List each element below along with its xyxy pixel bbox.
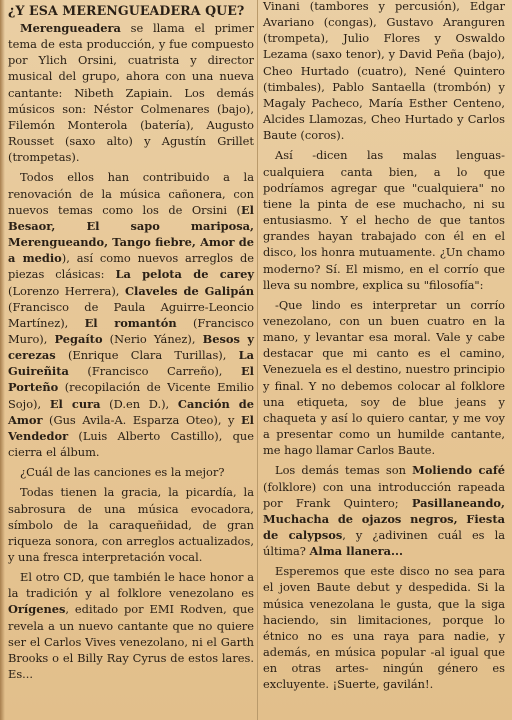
body-text: (Francisco Carreño), <box>68 364 241 379</box>
body-text: se llama el primer tema de esta producción, y fue compuesto por Ylich Orsini, cuatrista y director musical del grupo, ahora con una nueva cantante: Nibeth Zapiain. Los demás músicos son: Néstor Colmenares (bajo), Filemón Monterola (batería), Augusto Rousset (saxo alto) y Agustín Grillet (trompetas). <box>8 21 254 165</box>
body-text: (Lorenzo Herrera), <box>8 283 125 298</box>
left-column <box>8 2 254 686</box>
paragraph: ¿Cuál de las canciones es la mejor? <box>20 465 225 480</box>
paragraph: Así -dicen las malas lenguas- cualquiera canta bien, a lo que podríamos agregar que "cualquiera" no tiene la pinta de ese muchacho, ni su entusiasmo. Y el hecho de que tantos grandes hayan trabajado con él en el disco, los honra mutuamente. ¿Un chamo moderno? Sí. El mismo, en el corrío que lleva su nombre, explica su "filosofía": <box>263 148 505 292</box>
paragraph <box>263 462 505 559</box>
bold-title-text: La pelota de carey <box>115 267 254 282</box>
body-text: (Francisco Muro), <box>8 315 254 346</box>
bold-title-text: El Besaor, El sapo mariposa, Merengueando, Tango fiebre, Amor de a medio <box>8 202 254 266</box>
paragraph: -Que lindo es interpretar un corrío venezolano, con un buen cuatro en la mano, y levantar esa moral. Vale y cabe destacar que mi canto es el camino, Venezuela es el destino, nuestro principio y final. Y no debemos colocar al folklore una etiqueta, soy de blue jeans y chaqueta y así lo quiero cantar, y me voy a presentar como un humilde cantante, me hago llamar Carlos Baute. <box>263 297 505 458</box>
bold-title-text: El cura <box>49 396 101 411</box>
body-text: (folklore) con una introducción rapeada por Frank Quintero; <box>263 479 505 510</box>
body-text: ), así como nuevos arreglos de piezas clásicas: <box>8 251 254 282</box>
bold-title-text: Canción de Amor <box>8 396 254 427</box>
bold-title-text: Alma llanera... <box>309 544 403 559</box>
bold-title-text: El romantón <box>84 315 177 330</box>
bold-title-text: Moliendo café <box>412 463 505 478</box>
body-text: (recopilación de Vicente Emilio Sojo), <box>8 380 254 411</box>
body-text: El otro CD, que también le hace honor a la tradición y al folklore venezolano es <box>8 570 254 601</box>
body-text: (Enrique Clara Turillas), <box>55 348 239 363</box>
column-divider <box>257 0 258 720</box>
bold-title-text: Claveles de Galipán <box>124 283 254 298</box>
paragraph <box>8 569 254 682</box>
paragraph: Vinani (tambores y percusión), Edgar Avariano (congas), Gustavo Aranguren (trompeta), Julio Flores y Oswaldo Lezama (saxo tenor), y David Peña (bajo), Cheo Hurtado (cuatro), Nené Quintero (timbales), Pablo Santaella (trombón) y Magaly Pacheco, María Esther Centeno, Alcides Llamozas, Cheo Hurtado y Carlos Baute (coros). <box>263 0 505 143</box>
bold-title-text: Besos y cerezas <box>8 331 254 363</box>
body-text: Todos ellos han contribuido a la renovación de la música cañonera, con nuevos temas como los de Orsini ( <box>8 170 254 217</box>
paragraph <box>8 20 254 165</box>
body-text: (Luis Alberto Castillo), que cierra el álbum. <box>8 428 254 460</box>
right-column <box>263 0 505 697</box>
body-text: , y ¿adivinen cuál es la última? <box>263 528 505 559</box>
body-text: (D.en D.), <box>100 396 178 411</box>
body-text: , editado por EMI Rodven, que revela a un nuevo cantante que no quiere ser el Carlos Vives venezolano, ni el Garth Brooks o el Billy Ray Cyrus de estos lares. Es... <box>8 602 254 682</box>
paragraph: Todas tienen la gracia, la picardía, la sabrosura de una música evocadora, símbolo de la caraqueñidad, de gran riqueza sonora, con arreglos actualizados, y una fresca interpretación vocal. <box>8 485 254 564</box>
bold-title-text: El Vendedor <box>8 412 254 443</box>
paragraph: Esperemos que este disco no sea para el joven Baute debut y despedida. Si la música venezolana le gusta, que la siga haciendo, sin limitaciones, porque lo étnico no es una raya para nadie, y además, en música popular -al igual que en otras artes- ningún género es excluyente. ¡Suerte, gavilán!. <box>263 564 505 692</box>
body-text: Los demás temas son <box>275 463 413 478</box>
bold-title-text: El Porteño <box>8 364 254 395</box>
bold-title-text: Pegaíto <box>54 331 103 346</box>
body-text: (Francisco de Paula Aguirre-Leoncio Martínez), <box>8 299 254 330</box>
body-text: (Gus Avila-A. Esparza Oteo), y <box>42 412 241 427</box>
bold-title-text: Orígenes <box>8 602 66 617</box>
body-text: (Nerio Yánez), <box>102 331 203 346</box>
bold-title-text: Merengueadera <box>20 21 121 35</box>
bold-title-text: La Guireñita <box>8 348 254 379</box>
torn-edge-shadow <box>0 0 5 720</box>
section-heading: ¿Y ESA MERENGUEADERA QUE? <box>8 3 245 18</box>
bold-title-text: Pasillaneando, Muchacha de ojazos negros, Fiesta de calypsos <box>263 495 505 542</box>
paragraph <box>8 169 254 460</box>
